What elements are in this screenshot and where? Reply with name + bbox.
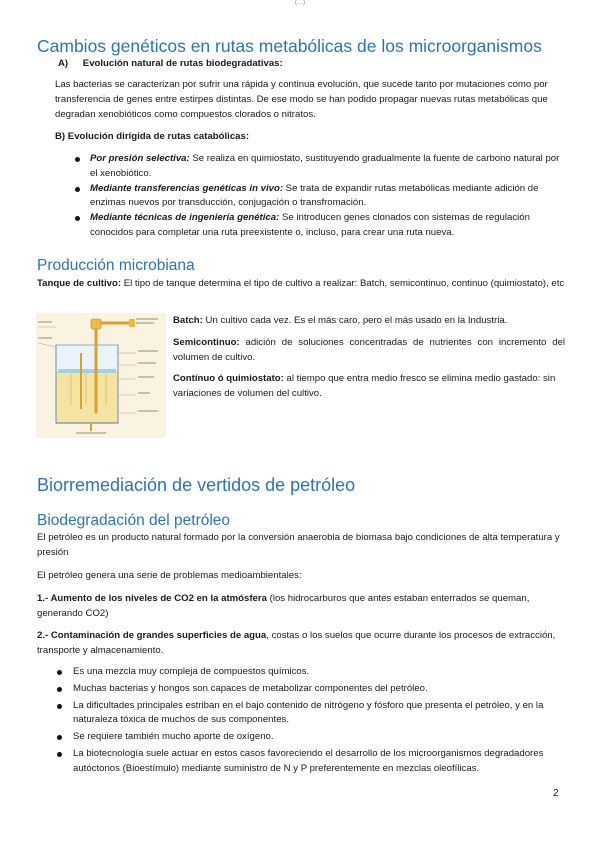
culture-batch (173, 314, 565, 329)
list-item (73, 747, 565, 777)
bullet-icon (75, 216, 80, 221)
bullet-text: Muchas bacterias y hongos son capaces de metabolizar componentes del petróleo. (73, 682, 428, 694)
list-item (73, 682, 565, 697)
item-text: adición de soluciones concentradas de nutrientes con incremento del volumen de cultivo. (173, 336, 565, 363)
bullet-text: Se introducen genes clonados con sistemas de regulación conocidos para completar una ruta preexistente o, incluso, para crear una ruta nueva. (90, 212, 530, 238)
list-item (73, 699, 565, 729)
bullet-icon (75, 187, 80, 192)
bullet-lead: Mediante técnicas de ingeniería genética: (90, 212, 280, 224)
item-lead: Semicontinuo: (173, 336, 240, 348)
subsection-title-biodegradation: Biodegradación del petróleo (37, 512, 231, 529)
directed-evolution-list (90, 152, 565, 241)
bullet-icon (57, 687, 62, 692)
bullet-text: Se requiere también mucho aporte de oxígeno. (73, 731, 274, 743)
header-mark: (…) (295, 0, 305, 6)
bullet-icon (57, 735, 62, 740)
culture-tank-intro (37, 277, 565, 292)
subsection-a-paragraph: Las bacterias se caracterizan por sufrir una rápida y continua evolución, que sucede tanto por mutaciones como por transferencia de genes entre estirpes distintas. De ese modo se han podido propagar nuevas rutas metabólicas que degradan xenobióticos como compuestos clorados o nitratos. (55, 79, 548, 120)
problem-water (37, 629, 565, 659)
list-item (90, 152, 565, 182)
bullet-icon (57, 752, 62, 757)
petroleum-problems-intro: El petróleo genera una serie de problemas medioambientales: (37, 570, 302, 581)
bioreactor-illustration (36, 313, 166, 438)
bullet-text: Es una mezcla muy compleja de compuestos químicos. (73, 666, 310, 677)
bullet-text: Se trata de expandir rutas metabólicas mediante adición de enzimas nuevos por transducción, conjugación o transfromación. (90, 182, 539, 209)
culture-continuous (173, 372, 565, 402)
bioreactor-figure (36, 313, 166, 438)
problem-lead: 2.- Contaminación de grandes superficies de agua (37, 630, 267, 641)
intro-text: El tipo de tanque determina el tipo de cultivo a realizar: Batch, semicontinuo, continuo (quimiostato), etc (121, 278, 565, 289)
bullet-lead: Por presión selectiva: (90, 153, 190, 164)
problem-text: , costas o los suelos que ocurre durante los procesos de extracción, transporte y almacenamiento. (37, 630, 556, 656)
section-title-bioremediation: Biorremediación de vertidos de petróleo (37, 475, 356, 495)
petroleum-facts-list (73, 665, 565, 777)
list-item (90, 182, 565, 212)
problem-lead: 1.- Aumento de los niveles de CO2 en la atmósfera (37, 593, 267, 604)
bullet-text: La dificultades principales estriban en el bajo contenido de nitrógeno y fósforo que presenta el petróleo, y en la naturaleza tóxica de muchos de sus componentes. (73, 699, 544, 726)
item-lead: Contínuo ó quimiostato: (173, 373, 284, 385)
item-text: Un cultivo cada vez. Es el más caro, pero el más usado en la Industria. (202, 315, 508, 326)
bullet-lead: Mediante transferencias genéticas in vivo: (90, 182, 284, 194)
culture-semicontinuous (173, 336, 565, 366)
bullet-text: Se realiza en quimiostato, sustituyendo gradualmente la fuente de carbono natural por el xenobiótico. (90, 153, 560, 179)
list-item (73, 730, 565, 745)
item-text: al tiempo que entra medio fresco se elimina medio gastado: sin variaciones de volumen del cultivo. (173, 373, 556, 400)
bullet-text: La biotecnología suele actuar en estos casos favoreciendo el desarrollo de los microorganismos degradadores autóctonos (Bioestímulo) mediante suministro de N y P preferentemente en mezclas oleofílicas. (73, 747, 544, 774)
culture-types (173, 314, 565, 402)
bullet-icon (57, 704, 62, 709)
section-title-microbial-production: Producción microbiana (37, 257, 195, 274)
subsection-a-marker: A) (58, 58, 69, 69)
page-number: 2 (553, 788, 559, 799)
bullet-icon (57, 670, 62, 675)
bullet-icon (75, 157, 80, 162)
item-lead: Batch: (173, 315, 203, 326)
problem-text: (los hidrocarburos que antes estaban enterrados se queman, generando CO2) (37, 593, 530, 619)
subsection-a-title: Evolución natural de rutas biodegradativas: (82, 58, 283, 69)
intro-lead: Tanque de cultivo: (37, 278, 122, 289)
list-item (90, 211, 565, 241)
list-item (73, 665, 565, 680)
section-title-genetic-changes: Cambios genéticos en rutas metabólicas de los microorganismos (37, 36, 542, 56)
problem-co2 (37, 592, 565, 622)
petroleum-definition: El petróleo es un producto natural formado por la conversión anaerobia de biomasa bajo condiciones de alta temperatura y presión (37, 532, 560, 558)
subsection-a-heading (58, 57, 283, 72)
subsection-b-heading: B) Evolución dirigida de rutas catabólicas: (55, 131, 250, 142)
